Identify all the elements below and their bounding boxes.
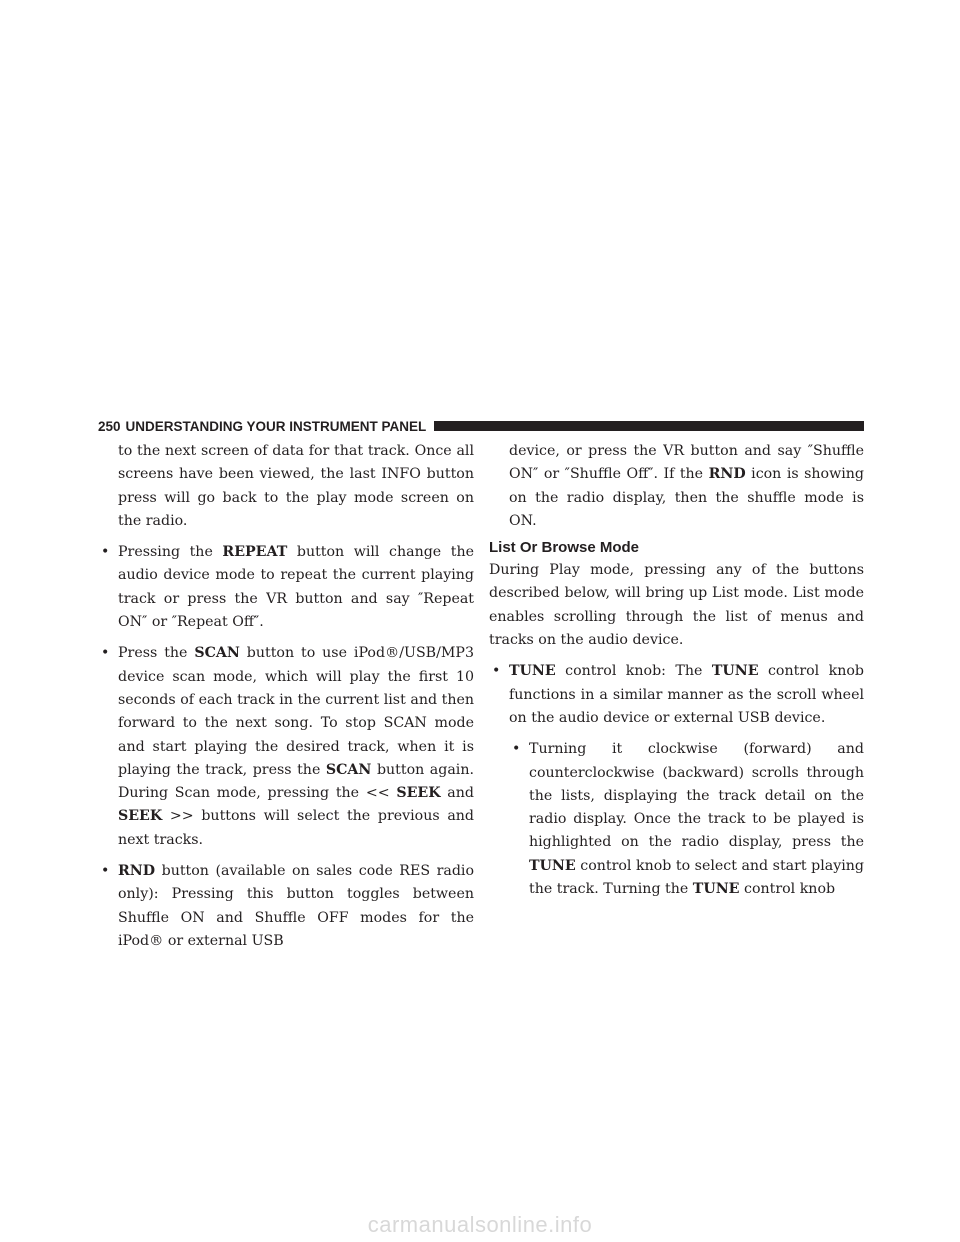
paragraph-text: icon is showing on the radio display, then the shuffle mode is ON. — [509, 466, 864, 529]
watermark: carmanualsonline.info — [367, 1212, 593, 1237]
page-number: 250 — [98, 418, 121, 434]
bullet-text: Pressing the — [118, 544, 223, 561]
bullet-text: Turning it clockwise (forward) and counterclockwise (backward) scrolls through the lists, displaying the track detail on the radio display. Once the track to be played is highlighted on the radio display, press the — [529, 741, 864, 851]
bullet-glyph: • — [512, 741, 521, 758]
bullet-glyph: • — [492, 663, 501, 680]
scan-button-label: SCAN — [194, 645, 240, 662]
bullet-glyph: • — [101, 645, 110, 662]
continuation-paragraph: to the next screen of data for that track. Once all screens have been viewed, the last INFO button press will go back to the play mode screen on the radio. — [118, 443, 474, 529]
bullet-rnd — [98, 860, 474, 953]
seek-button-label: SEEK — [118, 808, 163, 825]
bullet-text: Press the — [118, 645, 195, 662]
bullet-repeat — [98, 541, 474, 634]
bullet-text: control knob functions in a similar manner as the scroll wheel on the audio device or external USB device. — [509, 663, 864, 726]
page-header — [98, 418, 864, 434]
section-title: UNDERSTANDING YOUR INSTRUMENT PANEL — [125, 418, 427, 434]
bullet-text: >> buttons will select the previous and next tracks. — [118, 808, 474, 848]
sub-bullet-turning — [489, 738, 864, 901]
left-column — [98, 440, 474, 953]
list-mode-paragraph: During Play mode, pressing any of the buttons described below, will bring up List mode. List mode enables scrolling through the list of menus and tracks on the audio device. — [489, 562, 864, 649]
bullet-text: and — [440, 785, 474, 802]
repeat-button-label: REPEAT — [222, 544, 288, 561]
tune-knob-label: TUNE — [529, 857, 576, 874]
paragraph-text: device, or press the VR button and say ″Shuffle ON″ or ″Shuffle Off″. If the — [509, 443, 864, 483]
bullet-text: button to use iPod®/USB/MP3 device scan mode, which will play the first 10 seconds of each track in the current list and then forward to the next song. To stop SCAN mode and start playing the desired track, when it is playing the track, press the — [118, 645, 474, 778]
bullet-text: button again. During Scan mode, pressing the << — [118, 761, 474, 802]
right-column — [489, 440, 864, 901]
tune-knob-label: TUNE — [711, 663, 759, 680]
tune-knob-label: TUNE — [692, 881, 740, 898]
bullet-text: button (available on sales code RES radio only): Pressing this button toggles between Shuffle ON and Shuffle OFF modes for the iPod® or external USB — [118, 863, 474, 949]
bullet-glyph: • — [101, 863, 110, 880]
continuation-paragraph — [489, 440, 864, 533]
rnd-icon-label: RND — [708, 466, 746, 483]
list-browse-heading: List Or Browse Mode — [489, 539, 640, 557]
header-rule — [434, 421, 864, 431]
rnd-button-label: RND — [118, 863, 156, 880]
scan-button-label: SCAN — [325, 761, 372, 778]
bullet-scan — [98, 642, 474, 852]
bullet-glyph: • — [101, 544, 110, 561]
tune-knob-label: TUNE — [509, 663, 556, 680]
bullet-text: control knob to select and start playing the track. Turning the — [529, 857, 864, 898]
seek-button-label: SEEK — [396, 785, 441, 802]
bullet-tune — [489, 660, 864, 730]
bullet-text: control knob: The — [555, 663, 712, 680]
bullet-text: control knob — [739, 881, 836, 898]
bullet-text: button will change the audio device mode to repeat the current playing track or press the VR button and say ″Repeat ON″ or ″Repeat Off″. — [118, 544, 474, 631]
